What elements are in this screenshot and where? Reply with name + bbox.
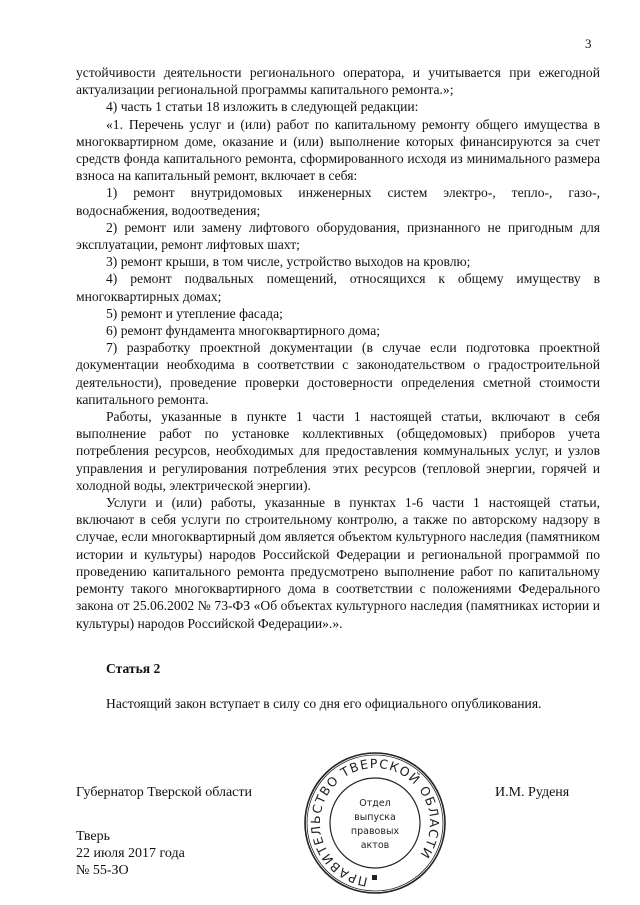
signatory-name: И.М. Руденя bbox=[495, 785, 570, 800]
seal-star-mark bbox=[372, 875, 377, 880]
seal-ring-text: ПРАВИТЕЛЬСТВО ТВЕРСКОЙ ОБЛАСТИ bbox=[307, 755, 443, 890]
list-item-4: 4) ремонт подвальных помещений, относящихся к общему имуществу в многоквартирных домах; bbox=[76, 271, 600, 304]
paragraph-services-list-intro: «1. Перечень услуг и (или) работ по капитальному ремонту общего имущества в многоквартирном доме, оказание и (или) выполнение которых финансируются за счет средств фонда капитального ремонта, сформированного исходя из минимального размера взноса на капитальный ремонт, включает в себя: bbox=[76, 116, 600, 184]
seal-line-3: правовых bbox=[350, 826, 400, 837]
list-item-7: 7) разработку проектной документации (в случае если подготовка проектной документации необходима в соответствии с законодательством о градостроительной деятельности), проведение проверки достоверности определения сметной стоимости капитального ремонта. bbox=[76, 340, 600, 407]
paragraph-services-note: Услуги и (или) работы, указанные в пунктах 1-6 части 1 настоящей статьи, включают в себя услуги по строительному контролю, а также по авторскому надзору в случае, если многоквартирный дом является объектом культурного наследия (памятником истории и культуры) народов Российской Федерации и региональной программой по проведению капитального ремонта предусмотрено выполнение работ по капитальному ремонту такого многоквартирного дома в соответствии с положениями Федерального закона от 25.06.2002 № 73-ФЗ «Об объектах культурного наследия (памятниках истории и культуры) народов Российской Федерации».». bbox=[76, 495, 600, 631]
place: Тверь bbox=[76, 829, 110, 844]
list-item-3: 3) ремонт крыши, в том числе, устройство выходов на кровлю; bbox=[106, 254, 471, 270]
signatory-title: Губернатор Тверской области bbox=[76, 785, 252, 800]
effective-date-text: Настоящий закон вступает в силу со дня его официального опубликования. bbox=[106, 695, 542, 711]
paragraph-works-note: Работы, указанные в пункте 1 части 1 настоящей статьи, включают в себя выполнение работ по установке коллективных (общедомовых) приборов учета потребления ресурсов, необходимых для предоставления коммунальных услуг, и узлов управления и регулирования потребления этих ресурсов (тепловой энергии, горячей и холодной воды, электрической энергии). bbox=[76, 409, 600, 493]
date: 22 июля 2017 года bbox=[76, 846, 185, 861]
list-item-5: 5) ремонт и утепление фасада; bbox=[106, 305, 283, 321]
list-item-6: 6) ремонт фундамента многоквартирного дома; bbox=[106, 323, 380, 339]
seal-line-1: Отдел bbox=[359, 798, 391, 809]
list-item-2: 2) ремонт или замену лифтового оборудования, признанного не пригодным для эксплуатации, ремонт лифтовых шахт; bbox=[76, 219, 600, 253]
law-number: № 55-ЗО bbox=[76, 863, 129, 878]
document-body bbox=[76, 64, 600, 712]
paragraph-amendment-intro: 4) часть 1 статьи 18 изложить в следующей редакции: bbox=[106, 99, 419, 115]
seal-line-2: выпуска bbox=[354, 812, 396, 823]
place-date-block bbox=[76, 828, 185, 879]
seal-line-4: актов bbox=[360, 840, 390, 851]
page-number: 3 bbox=[585, 36, 592, 51]
official-seal-icon bbox=[300, 748, 450, 896]
list-item-1: 1) ремонт внутридомовых инженерных систем электро-, тепло-, газо-, водоснабжения, водоотведения; bbox=[76, 185, 600, 218]
article-heading: Статья 2 bbox=[106, 660, 161, 676]
paragraph-continuation: устойчивости деятельности регионального оператора, и учитывается при ежегодной актуализации региональной программы капитального ремонта.»; bbox=[76, 65, 600, 98]
